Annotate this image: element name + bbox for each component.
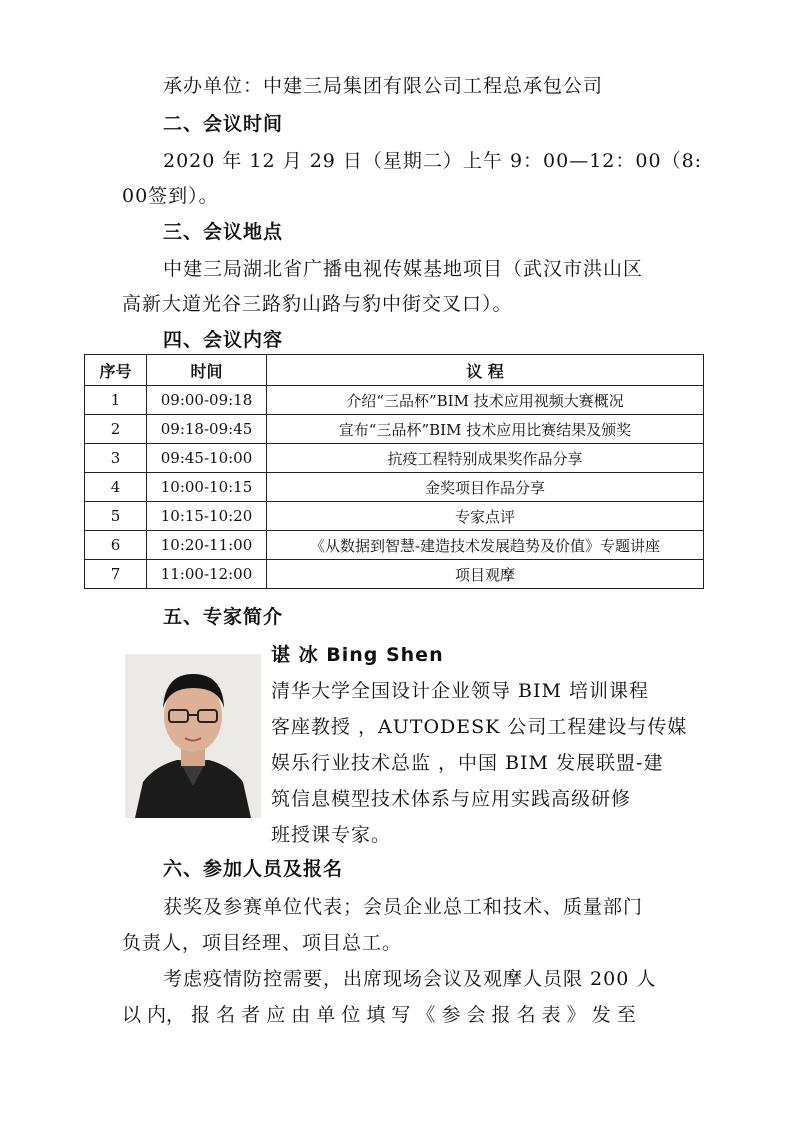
section-heading-expert: 五、专家简介 [163, 606, 284, 628]
expert-bio-line: 清华大学全国设计企业领导 BIM 培训课程 [271, 680, 650, 702]
agenda-cell-item: 金奖项目作品分享 [267, 473, 704, 502]
meeting-place-line-2: 高新大道光谷三路豹山路与豹中街交叉口）。 [122, 293, 513, 315]
agenda-cell-no: 3 [85, 444, 147, 473]
agenda-cell-no: 4 [85, 473, 147, 502]
agenda-cell-item: 抗疫工程特别成果奖作品分享 [267, 444, 704, 473]
table-row [85, 444, 704, 473]
section-heading-participants: 六、参加人员及报名 [163, 858, 344, 880]
registration-line-2: 以 内， 报 名 者 应 由 单 位 填 写 《 参 会 报 名 表 》 发 至 [122, 1004, 636, 1026]
agenda-header-no: 序号 [85, 355, 147, 386]
organizer-line: 承办单位：中建三局集团有限公司工程总承包公司 [163, 75, 604, 97]
section-heading-place: 三、会议地点 [163, 221, 284, 243]
table-row [85, 473, 704, 502]
expert-bio-line: 娱乐行业技术总监 ，中国 BIM 发展联盟-建 [271, 752, 664, 774]
agenda-cell-no: 2 [85, 415, 147, 444]
meeting-time-line-1: 2020 年 12 月 29 日（星期二）上午 9：00—12：00（8: [163, 150, 703, 172]
table-row [85, 502, 704, 531]
agenda-header-time: 时间 [147, 355, 267, 386]
agenda-table [84, 354, 704, 589]
agenda-cell-item: 项目观摩 [267, 560, 704, 589]
expert-bio-line: 筑信息模型技术体系与应用实践高级研修 [271, 788, 632, 810]
agenda-header-row [85, 355, 704, 386]
expert-name: 谌 冰 Bing Shen [271, 644, 444, 666]
agenda-cell-item: 宣布“三品杯”BIM 技术应用比赛结果及颁奖 [267, 415, 704, 444]
expert-bio-line: 班授课专家。 [271, 824, 392, 846]
agenda-cell-time: 10:15-10:20 [147, 502, 267, 531]
section-heading-time: 二、会议时间 [163, 113, 284, 135]
agenda-cell-time: 09:00-09:18 [147, 386, 267, 415]
meeting-place-line-1: 中建三局湖北省广播电视传媒基地项目（武汉市洪山区 [163, 258, 644, 280]
expert-portrait-image [125, 654, 261, 818]
agenda-cell-item: 《从数据到智慧-建造技术发展趋势及价值》专题讲座 [267, 531, 704, 560]
meeting-time-line-2: 00签到）。 [122, 185, 219, 207]
agenda-cell-no: 7 [85, 560, 147, 589]
table-row [85, 415, 704, 444]
expert-bio-line: 客座教授 ，AUTODESK 公司工程建设与传媒 [271, 716, 688, 738]
agenda-cell-time: 09:18-09:45 [147, 415, 267, 444]
registration-line-1: 考虑疫情防控需要，出席现场会议及观摩人员限 200 人 [163, 968, 657, 990]
section-heading-content: 四、会议内容 [163, 329, 284, 351]
agenda-cell-time: 10:00-10:15 [147, 473, 267, 502]
agenda-cell-time: 09:45-10:00 [147, 444, 267, 473]
agenda-cell-item: 介绍“三品杯”BIM 技术应用视频大赛概况 [267, 386, 704, 415]
agenda-cell-no: 5 [85, 502, 147, 531]
agenda-cell-time: 11:00-12:00 [147, 560, 267, 589]
agenda-cell-item: 专家点评 [267, 502, 704, 531]
participants-line-1: 获奖及参赛单位代表；会员企业总工和技术、质量部门 [163, 896, 644, 918]
expert-photo [125, 654, 261, 818]
agenda-header-item: 议 程 [267, 355, 704, 386]
agenda-cell-no: 6 [85, 531, 147, 560]
table-row [85, 560, 704, 589]
participants-line-2: 负责人，项目经理、项目总工。 [122, 932, 403, 954]
table-row [85, 531, 704, 560]
table-row [85, 386, 704, 415]
agenda-cell-time: 10:20-11:00 [147, 531, 267, 560]
agenda-cell-no: 1 [85, 386, 147, 415]
